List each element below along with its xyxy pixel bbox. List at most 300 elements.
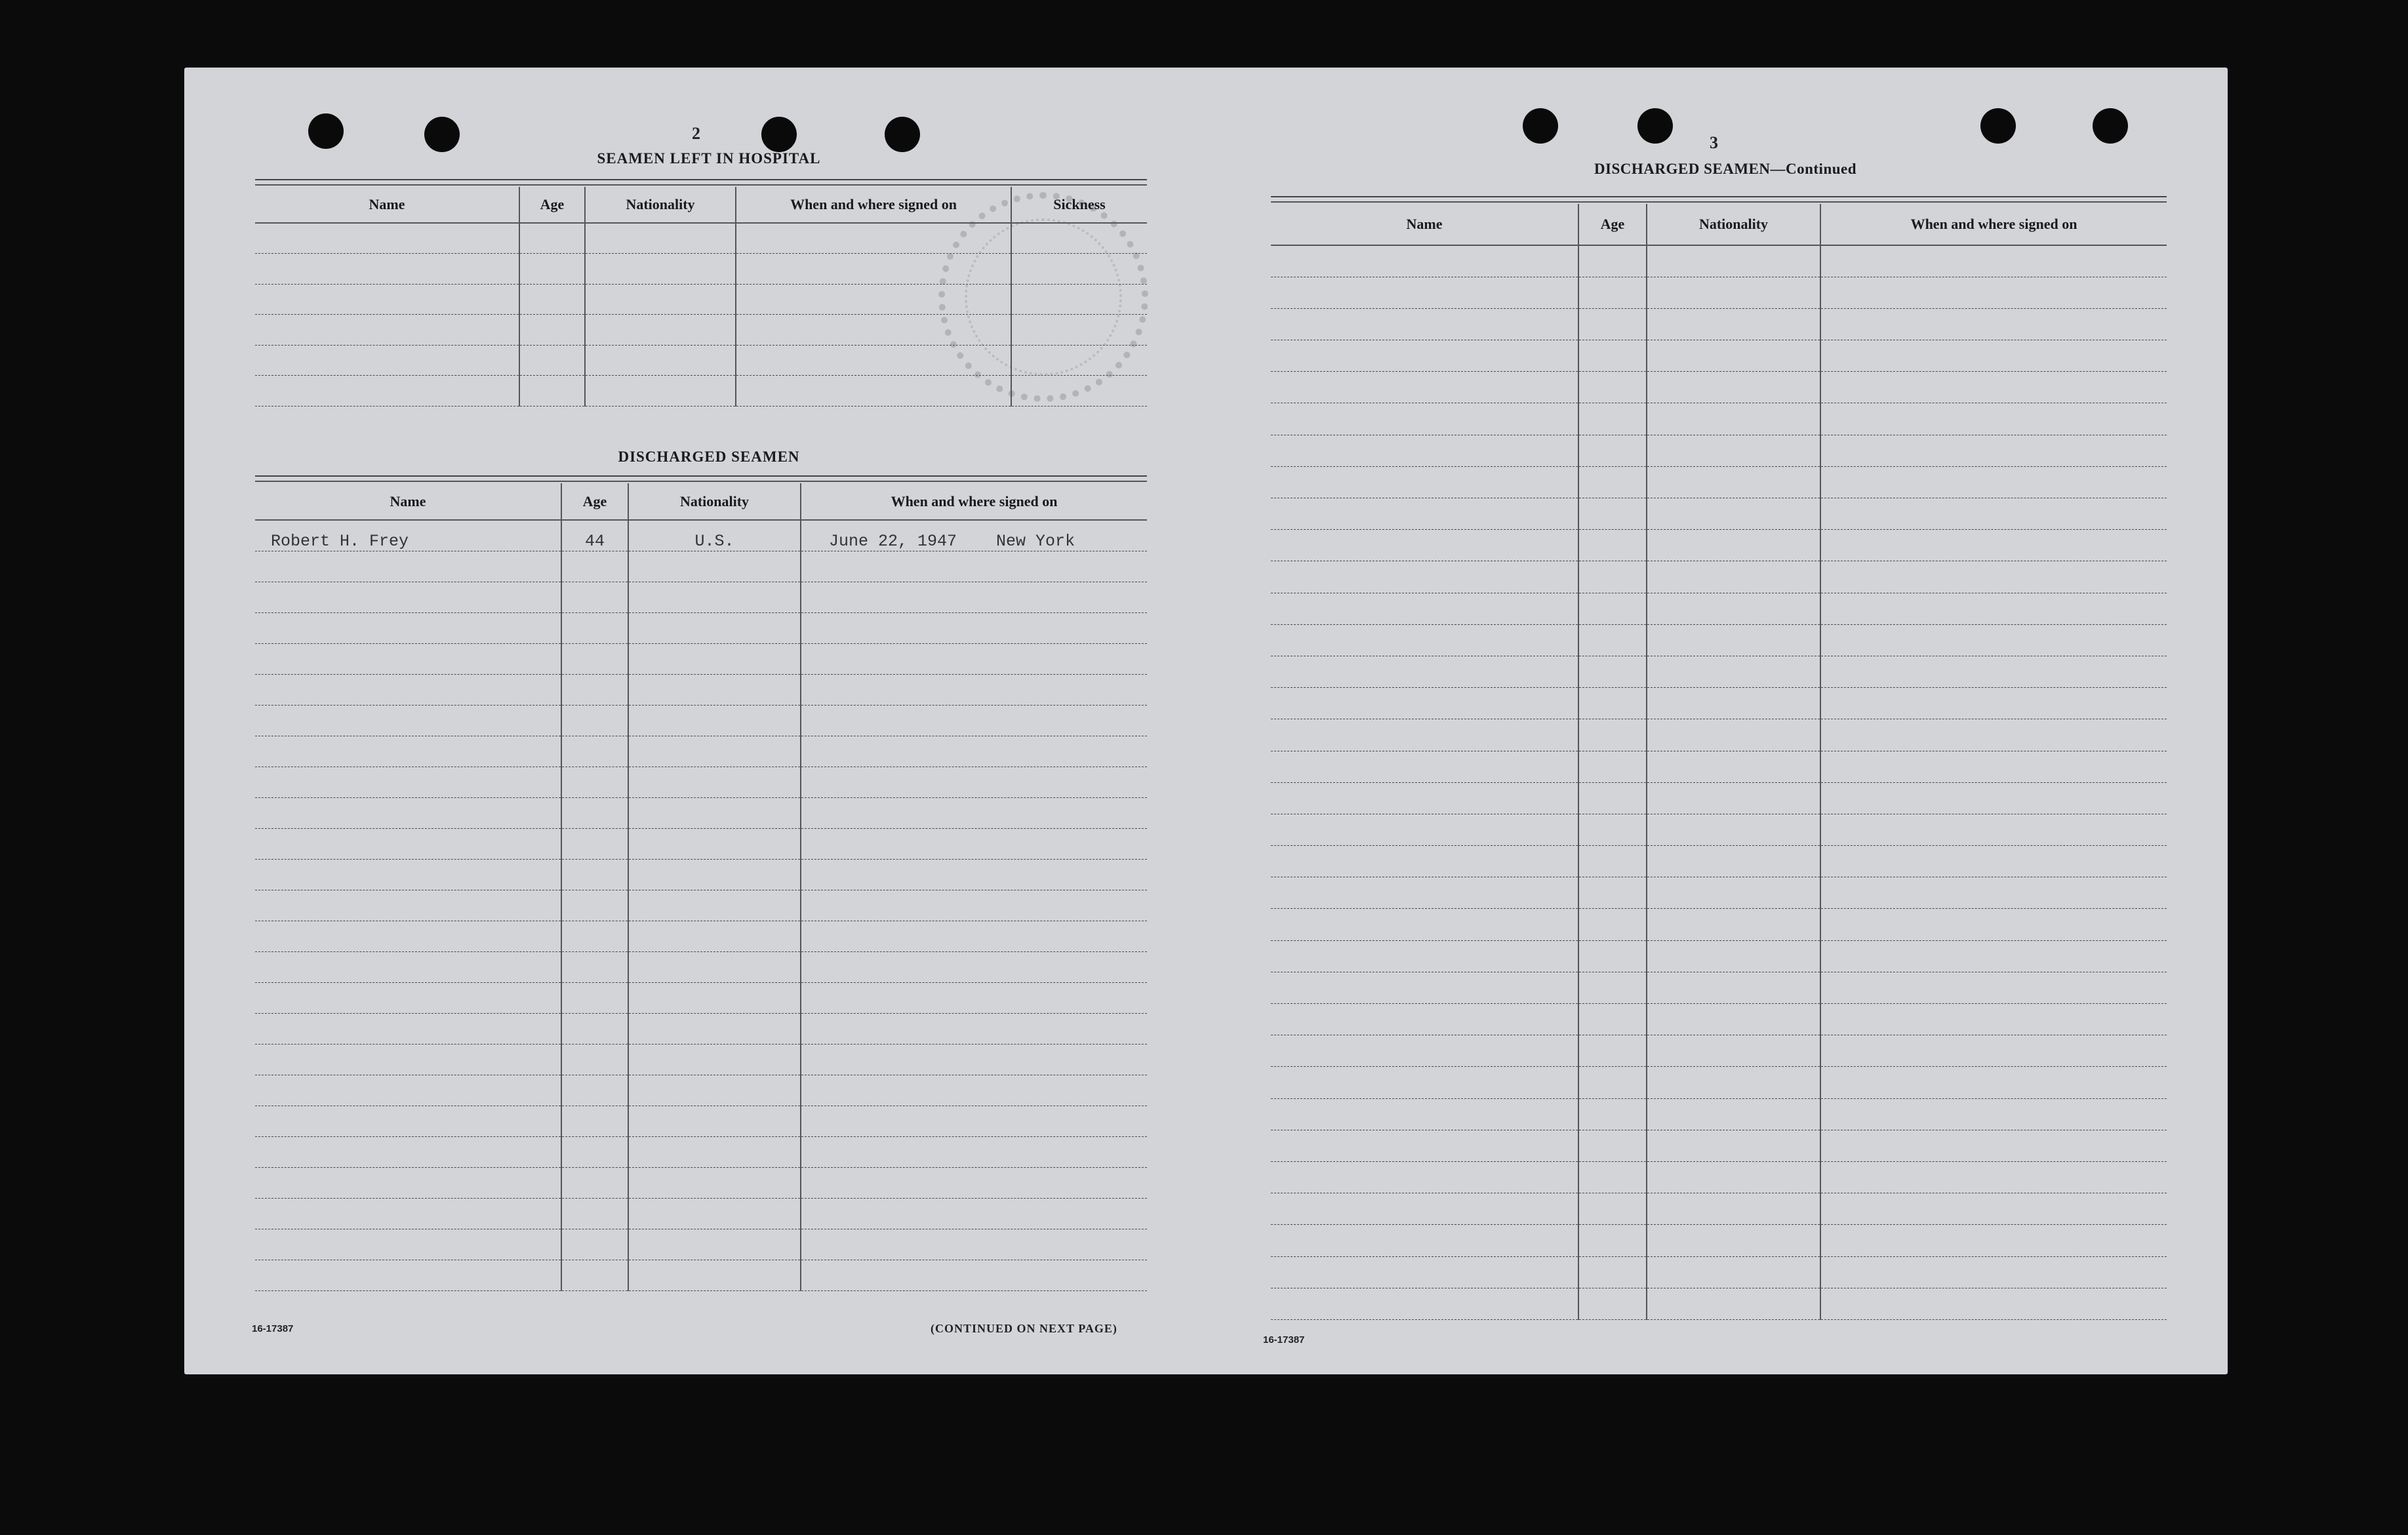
table-cell	[801, 551, 1147, 582]
table-cell	[1820, 466, 2167, 498]
table-row	[1271, 909, 2167, 940]
table-cell	[1578, 940, 1647, 972]
table-row	[1271, 1288, 2167, 1319]
table-cell	[1820, 877, 2167, 909]
table-cell	[561, 674, 628, 705]
table-cell	[801, 582, 1147, 612]
punch-hole	[761, 117, 797, 152]
table-row	[1271, 1225, 2167, 1256]
table-cell	[1820, 340, 2167, 372]
table-cell	[1820, 846, 2167, 877]
table-cell	[255, 982, 561, 1013]
table-cell	[1820, 1004, 2167, 1035]
table-cell	[561, 1198, 628, 1229]
punch-hole	[2093, 108, 2128, 144]
table-cell	[1820, 1161, 2167, 1193]
table-cell	[1820, 530, 2167, 561]
table-cell	[736, 254, 1011, 285]
table-cell	[561, 643, 628, 674]
table-cell	[1578, 277, 1647, 308]
column-header-name: Name	[255, 187, 519, 223]
table-cell	[1271, 403, 1578, 435]
table-cell	[736, 223, 1011, 254]
table-cell	[1578, 1288, 1647, 1319]
table-cell	[1271, 1130, 1578, 1161]
table-row	[1271, 1035, 2167, 1067]
table-cell	[801, 1198, 1147, 1229]
table-cell	[1578, 846, 1647, 877]
table-cell	[1271, 435, 1578, 466]
table-cell	[1271, 245, 1578, 277]
table-cell	[801, 612, 1147, 643]
table-cell	[1578, 340, 1647, 372]
table-row	[255, 982, 1147, 1013]
table-cell	[255, 315, 519, 346]
punch-hole	[885, 117, 920, 152]
signed-on-place: New York	[996, 531, 1075, 551]
left-form-number: 16-17387	[252, 1323, 294, 1334]
table-cell	[1820, 1256, 2167, 1288]
table-cell	[1578, 403, 1647, 435]
table-cell	[1647, 1035, 1820, 1067]
table-cell	[628, 1013, 801, 1044]
table-cell	[1271, 751, 1578, 782]
table-cell	[519, 315, 585, 346]
table-cell	[519, 223, 585, 254]
table-cell	[1820, 656, 2167, 687]
table-cell	[1271, 1193, 1578, 1225]
table-cell	[1271, 498, 1578, 530]
table-row	[255, 1167, 1147, 1198]
table-cell	[561, 582, 628, 612]
table-cell	[1578, 1161, 1647, 1193]
table-cell	[255, 223, 519, 254]
table-cell	[1820, 940, 2167, 972]
table-row	[1271, 277, 2167, 308]
table-cell	[1820, 1193, 2167, 1225]
table-cell	[255, 1013, 561, 1044]
table-cell	[1578, 1035, 1647, 1067]
table-row	[1271, 498, 2167, 530]
table-cell	[1271, 530, 1578, 561]
table-cell	[1647, 372, 1820, 403]
table-cell	[1271, 1256, 1578, 1288]
table-cell	[1271, 561, 1578, 593]
table-cell	[1578, 719, 1647, 751]
column-header-age: Age	[1578, 204, 1647, 245]
right-page-title: DISCHARGED SEAMEN—Continued	[1594, 161, 1857, 177]
table-cell	[736, 315, 1011, 346]
table-cell	[1271, 656, 1578, 687]
table-cell	[1820, 1288, 2167, 1319]
table-cell	[628, 951, 801, 982]
table-cell	[585, 315, 736, 346]
table-cell	[255, 828, 561, 859]
table-row	[255, 1044, 1147, 1075]
table-row	[255, 284, 1147, 315]
table-row	[1271, 719, 2167, 751]
column-header-signed-on: When and where signed on	[736, 187, 1011, 223]
table-cell	[1578, 909, 1647, 940]
table-row	[1271, 1161, 2167, 1193]
table-cell	[561, 951, 628, 982]
right-form-number: 16-17387	[1263, 1334, 1305, 1346]
table-row	[255, 345, 1147, 376]
table-cell	[1647, 1098, 1820, 1130]
table-cell	[561, 612, 628, 643]
table-cell	[255, 643, 561, 674]
table-cell	[1820, 1098, 2167, 1130]
table-cell	[1271, 877, 1578, 909]
table-cell	[561, 1136, 628, 1167]
punch-hole	[1637, 108, 1673, 144]
table-cell	[628, 582, 801, 612]
table-cell	[1578, 1130, 1647, 1161]
table-cell	[1820, 688, 2167, 719]
table-cell	[255, 859, 561, 890]
table-cell	[1647, 340, 1820, 372]
table-row	[255, 643, 1147, 674]
column-header-nationality: Nationality	[1647, 204, 1820, 245]
table-cell	[1647, 403, 1820, 435]
table-cell	[1820, 308, 2167, 340]
table-cell	[1647, 1130, 1820, 1161]
column-header-name: Name	[255, 483, 561, 520]
table-row	[255, 921, 1147, 951]
table-cell	[1011, 376, 1147, 407]
column-header-nationality: Nationality	[585, 187, 736, 223]
table-cell	[561, 982, 628, 1013]
table-cell	[255, 951, 561, 982]
table-cell	[1271, 308, 1578, 340]
table-cell	[1647, 561, 1820, 593]
table-row	[1271, 245, 2167, 277]
table-cell	[255, 921, 561, 951]
table-row	[1271, 846, 2167, 877]
table-cell	[1647, 1288, 1820, 1319]
table-row	[255, 612, 1147, 643]
table-cell	[628, 797, 801, 828]
table-cell	[255, 1260, 561, 1290]
table-cell	[736, 345, 1011, 376]
table-cell	[628, 643, 801, 674]
table-row	[255, 951, 1147, 982]
table-row	[1271, 782, 2167, 814]
table-row	[255, 223, 1147, 254]
table-row	[1271, 624, 2167, 656]
signed-on-date: June 22, 1947	[829, 531, 957, 551]
table-row	[1271, 308, 2167, 340]
table-cell	[255, 1136, 561, 1167]
table-cell	[585, 284, 736, 315]
table-cell	[628, 767, 801, 797]
table-cell	[1578, 814, 1647, 845]
table-cell	[255, 1075, 561, 1106]
table-cell	[1578, 1004, 1647, 1035]
table-row	[1271, 1130, 2167, 1161]
table-row	[255, 315, 1147, 346]
table-row	[255, 1260, 1147, 1290]
table-cell	[801, 1044, 1147, 1075]
table-cell	[1647, 466, 1820, 498]
table-cell	[1820, 1225, 2167, 1256]
table-row	[1271, 1004, 2167, 1035]
table-row	[255, 1136, 1147, 1167]
table-row	[255, 674, 1147, 705]
table-cell	[255, 551, 561, 582]
table-cell	[1578, 782, 1647, 814]
table-cell	[1647, 1225, 1820, 1256]
table-cell	[1578, 751, 1647, 782]
table-cell	[1271, 372, 1578, 403]
table-row	[1271, 340, 2167, 372]
table-cell	[561, 1106, 628, 1136]
table-cell	[1011, 345, 1147, 376]
table-cell	[736, 284, 1011, 315]
table-cell	[1578, 245, 1647, 277]
divider	[1271, 196, 2167, 197]
table-cell	[1578, 530, 1647, 561]
table-cell	[1820, 561, 2167, 593]
table-row	[255, 890, 1147, 921]
table-cell	[801, 767, 1147, 797]
table-cell	[1271, 593, 1578, 624]
table-cell	[1647, 1193, 1820, 1225]
table-cell	[628, 551, 801, 582]
table-cell	[801, 797, 1147, 828]
table-cell	[1271, 1004, 1578, 1035]
table-cell	[255, 1167, 561, 1198]
table-cell	[1271, 1288, 1578, 1319]
divider	[255, 184, 1147, 186]
punch-hole	[424, 117, 460, 152]
table-cell	[1271, 1161, 1578, 1193]
table-row	[1271, 1098, 2167, 1130]
column-header-signed-on: When and where signed on	[1820, 204, 2167, 245]
table-cell	[1578, 1256, 1647, 1288]
table-cell	[1647, 277, 1820, 308]
table-cell	[255, 284, 519, 315]
table-cell	[1820, 972, 2167, 1003]
table-cell	[1578, 1225, 1647, 1256]
table-cell	[255, 1044, 561, 1075]
table-cell	[628, 890, 801, 921]
table-cell	[1820, 719, 2167, 751]
left-page-number: 2	[692, 124, 700, 143]
table-cell	[1271, 909, 1578, 940]
table-cell	[561, 705, 628, 736]
table-cell	[255, 376, 519, 407]
table-row	[1271, 940, 2167, 972]
column-header-sickness: Sickness	[1011, 187, 1147, 223]
table-row	[1271, 688, 2167, 719]
table-row	[1271, 1256, 2167, 1288]
table-cell	[1578, 435, 1647, 466]
table-cell	[1271, 624, 1578, 656]
table-cell	[561, 1260, 628, 1290]
table-cell	[585, 345, 736, 376]
table-row	[1271, 1067, 2167, 1098]
table-cell	[1820, 435, 2167, 466]
table-row	[1271, 814, 2167, 845]
table-cell	[1578, 877, 1647, 909]
table-row	[255, 828, 1147, 859]
table-cell	[1578, 593, 1647, 624]
table-cell	[628, 705, 801, 736]
table-cell	[255, 705, 561, 736]
table-row	[1271, 972, 2167, 1003]
table-cell	[801, 1075, 1147, 1106]
table-row	[1271, 751, 2167, 782]
table-cell	[1271, 940, 1578, 972]
table-cell	[1578, 561, 1647, 593]
table-cell	[1820, 277, 2167, 308]
table-cell	[1271, 688, 1578, 719]
column-header-age: Age	[519, 187, 585, 223]
table-cell	[628, 1106, 801, 1136]
table-cell	[801, 951, 1147, 982]
table-cell	[1647, 877, 1820, 909]
table-cell	[801, 921, 1147, 951]
table-cell	[1578, 624, 1647, 656]
table-cell	[1578, 1067, 1647, 1098]
table-cell	[1271, 1225, 1578, 1256]
table-cell	[628, 828, 801, 859]
table-row	[255, 551, 1147, 582]
table-cell	[255, 1229, 561, 1260]
table-cell	[801, 643, 1147, 674]
table-cell	[628, 921, 801, 951]
table-cell	[585, 223, 736, 254]
table-cell	[1011, 284, 1147, 315]
table-cell	[801, 828, 1147, 859]
hospital-table	[255, 187, 1147, 407]
table-cell	[1820, 751, 2167, 782]
table-cell	[561, 1013, 628, 1044]
table-cell	[1820, 498, 2167, 530]
table-row	[255, 1198, 1147, 1229]
table-cell	[628, 674, 801, 705]
discharged-table	[255, 483, 1147, 1291]
table-row	[255, 736, 1147, 767]
table-cell	[801, 1229, 1147, 1260]
table-cell	[561, 828, 628, 859]
document-sheet	[184, 68, 2228, 1374]
table-cell	[561, 921, 628, 951]
table-cell	[628, 1260, 801, 1290]
table-row	[1271, 372, 2167, 403]
column-header-age: Age	[561, 483, 628, 520]
table-cell	[561, 797, 628, 828]
table-row	[255, 520, 1147, 551]
table-cell	[1271, 972, 1578, 1003]
table-cell	[1820, 1035, 2167, 1067]
table-cell	[561, 1044, 628, 1075]
table-cell	[1578, 972, 1647, 1003]
table-cell	[255, 1106, 561, 1136]
column-header-nationality: Nationality	[628, 483, 801, 520]
table-cell	[1647, 940, 1820, 972]
table-cell	[1271, 340, 1578, 372]
table-cell	[561, 736, 628, 767]
table-cell	[1647, 719, 1820, 751]
divider	[255, 475, 1147, 477]
table-cell	[801, 1260, 1147, 1290]
table-cell	[1578, 688, 1647, 719]
table-cell	[628, 859, 801, 890]
table-cell	[1578, 466, 1647, 498]
table-cell	[519, 376, 585, 407]
column-header-name: Name	[1271, 204, 1578, 245]
table-cell	[1647, 751, 1820, 782]
table-cell	[628, 1198, 801, 1229]
table-cell	[1271, 1035, 1578, 1067]
table-cell	[519, 254, 585, 285]
divider	[1271, 201, 2167, 203]
right-page-number: 3	[1710, 133, 1718, 152]
table-cell	[1271, 846, 1578, 877]
table-row	[255, 797, 1147, 828]
table-cell	[561, 767, 628, 797]
table-cell	[1578, 1098, 1647, 1130]
table-row	[255, 1013, 1147, 1044]
table-cell	[561, 890, 628, 921]
table-cell	[255, 890, 561, 921]
table-cell	[255, 797, 561, 828]
table-row	[1271, 656, 2167, 687]
table-row	[1271, 435, 2167, 466]
table-cell	[561, 859, 628, 890]
column-header-signed-on: When and where signed on	[801, 483, 1147, 520]
continued-note: (CONTINUED ON NEXT PAGE)	[931, 1322, 1117, 1335]
table-row	[255, 705, 1147, 736]
table-cell	[628, 612, 801, 643]
table-cell	[1647, 782, 1820, 814]
table-cell	[1647, 245, 1820, 277]
table-cell	[1271, 466, 1578, 498]
table-cell	[801, 1106, 1147, 1136]
table-cell	[1820, 403, 2167, 435]
table-row	[1271, 877, 2167, 909]
table-cell: Robert H. Frey	[255, 520, 561, 551]
table-cell	[801, 705, 1147, 736]
discharged-section-title: DISCHARGED SEAMEN	[618, 449, 800, 465]
table-cell	[628, 1136, 801, 1167]
table-cell	[561, 1229, 628, 1260]
table-cell	[1578, 1193, 1647, 1225]
table-row	[255, 1229, 1147, 1260]
table-cell	[1578, 372, 1647, 403]
table-row	[255, 376, 1147, 407]
table-cell	[561, 1167, 628, 1198]
table-cell	[1820, 1067, 2167, 1098]
table-cell	[1647, 1004, 1820, 1035]
table-cell	[1820, 1130, 2167, 1161]
table-cell	[1820, 624, 2167, 656]
table-cell	[585, 376, 736, 407]
table-row	[255, 767, 1147, 797]
table-cell	[1647, 308, 1820, 340]
table-row	[1271, 530, 2167, 561]
table-cell	[1271, 1067, 1578, 1098]
table-cell	[1011, 223, 1147, 254]
divider	[255, 481, 1147, 482]
table-cell	[628, 1075, 801, 1106]
table-cell	[1820, 593, 2167, 624]
table-row	[1271, 561, 2167, 593]
table-cell	[1271, 814, 1578, 845]
table-cell	[255, 612, 561, 643]
